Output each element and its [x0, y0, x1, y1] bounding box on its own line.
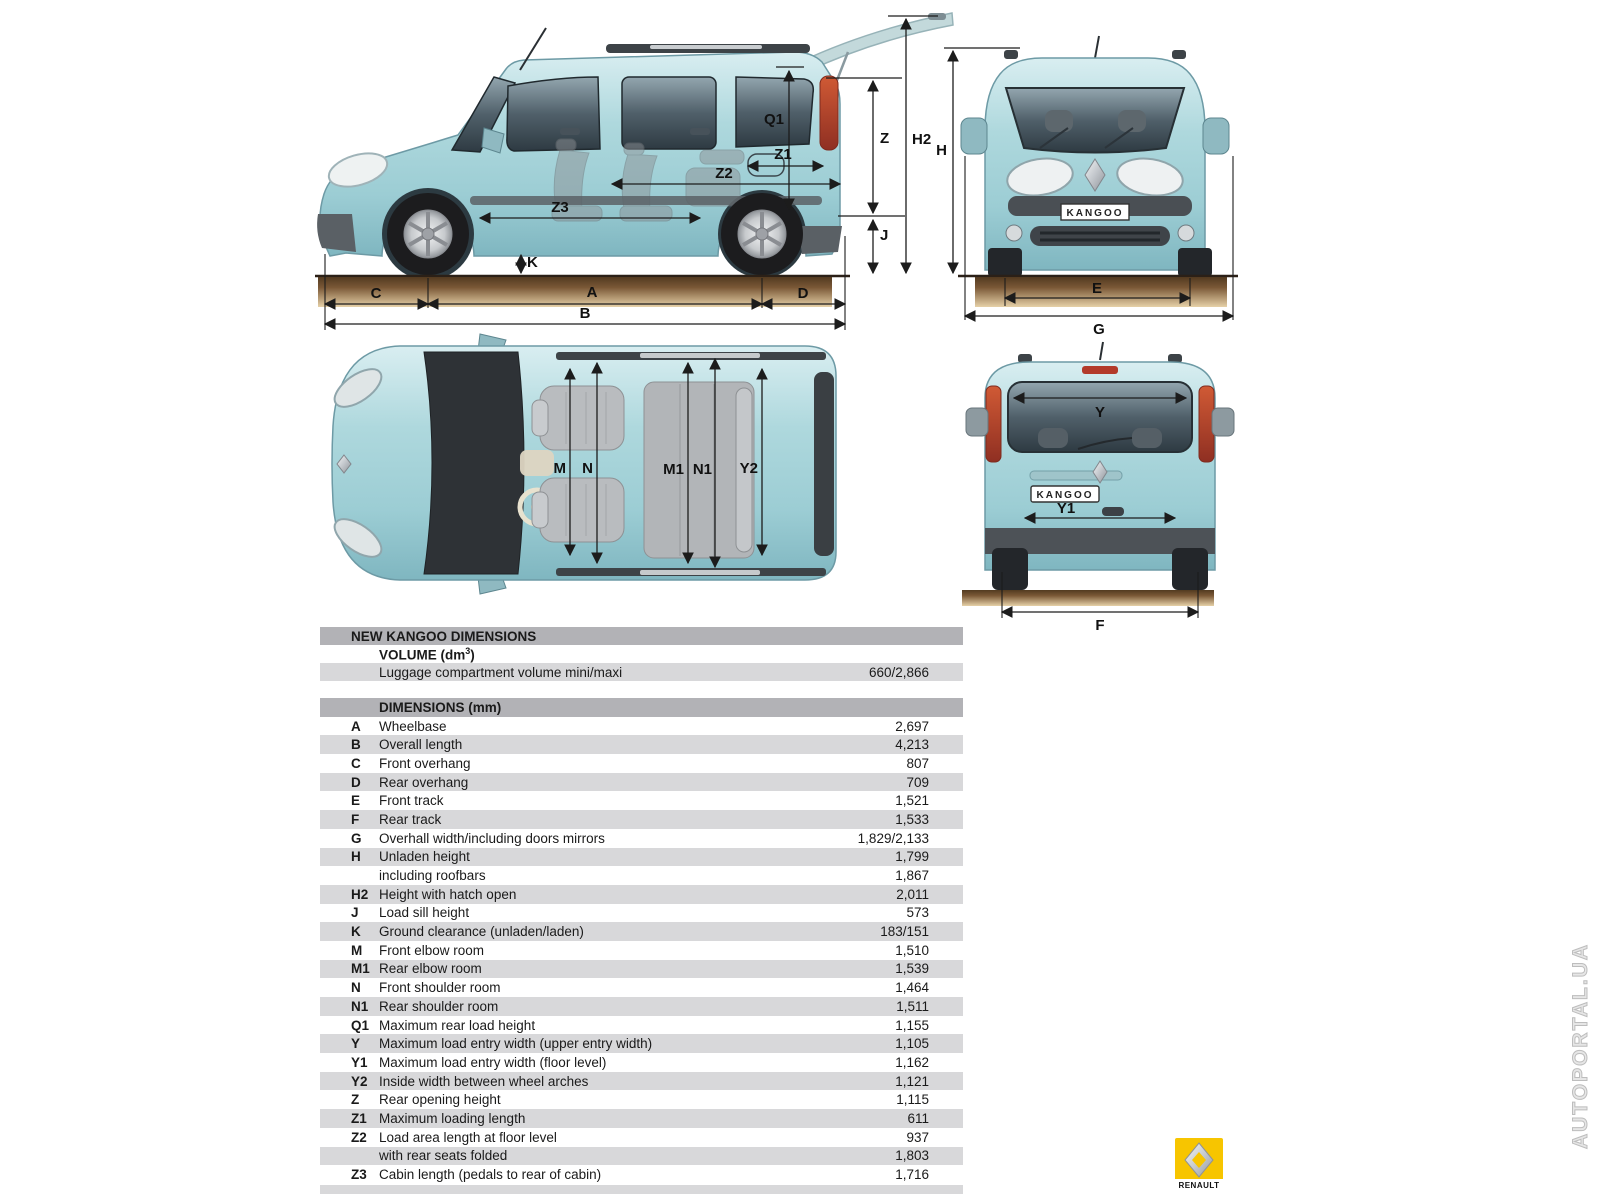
row-value: 807: [906, 755, 929, 771]
table-row: [320, 810, 963, 829]
row-label: Cabin length (pedals to rear of cabin): [379, 1167, 602, 1183]
row-code: M: [351, 942, 363, 958]
row-label: Inside width between wheel arches: [379, 1073, 589, 1089]
table-title-bar: [320, 627, 963, 645]
row-value: 1,539: [895, 961, 929, 977]
fog-light-right: [1178, 225, 1194, 241]
row-value: 709: [906, 774, 929, 790]
label-e: E: [1091, 280, 1103, 297]
table-row: [320, 1034, 963, 1053]
row-code: Z: [351, 1092, 360, 1108]
label-y: Y: [1094, 404, 1106, 421]
row-value: 1,115: [896, 1092, 929, 1108]
row-value: 573: [906, 905, 929, 921]
label-c: C: [370, 285, 382, 302]
table-row: [320, 1165, 963, 1184]
row-label: Rear track: [379, 811, 442, 827]
table-row: [320, 978, 963, 997]
row-value: 1,533: [895, 811, 929, 827]
table-row: [320, 1053, 963, 1072]
label-a: A: [586, 284, 598, 301]
dimensions-table: [320, 627, 963, 1194]
label-z2: Z2: [715, 165, 733, 182]
label-f: F: [1095, 617, 1105, 634]
row-code: Z1: [351, 1110, 367, 1126]
table-row: [320, 866, 963, 885]
row-value: 183/151: [880, 924, 929, 940]
row-value: 1,829/2,133: [857, 830, 929, 846]
label-m: M: [553, 460, 566, 477]
table-row: [320, 754, 963, 773]
table-row: [320, 960, 963, 979]
watermark: AUTOPORTAL.UA: [1569, 942, 1592, 1150]
table-row: [320, 1109, 963, 1128]
row-value: 1,121: [895, 1073, 929, 1089]
row-code: A: [351, 718, 361, 734]
label-y2: Y2: [739, 460, 758, 477]
label-n: N: [582, 460, 593, 477]
table-footer-bar: [320, 1185, 963, 1194]
row-value: 1,155: [895, 1017, 929, 1033]
row-label: Maximum rear load height: [379, 1017, 536, 1033]
rear-glass-top: [814, 372, 834, 556]
label-b: B: [579, 305, 591, 322]
table-row: [320, 885, 963, 904]
label-y1: Y1: [1056, 500, 1076, 517]
row-code: M1: [351, 961, 370, 977]
rear-antenna: [1100, 342, 1103, 360]
row-label: Ground clearance (unladen/laden): [379, 924, 584, 940]
row-value: 1,799: [895, 849, 929, 865]
row-value: 2,011: [896, 886, 929, 902]
row-code: K: [351, 924, 361, 940]
ground-bar-side: [318, 277, 832, 307]
label-n1: N1: [692, 461, 712, 478]
label-z1: Z1: [774, 146, 792, 163]
rail-insert-up: [640, 353, 760, 358]
table-row: [320, 848, 963, 867]
row-code: N1: [351, 998, 369, 1014]
label-j: J: [880, 227, 889, 244]
row-code: H: [351, 849, 361, 865]
row-value: 937: [906, 1129, 929, 1145]
roofbar-right: [1172, 50, 1186, 59]
volume-header: VOLUME $(dm^3)$: [379, 645, 475, 663]
table-row: [320, 941, 963, 960]
front-view: [936, 36, 1238, 338]
row-value: 4,213: [895, 737, 929, 753]
rear-mirror-right: [1212, 408, 1234, 436]
label-g: G: [1093, 321, 1105, 338]
table-row: [320, 735, 963, 754]
row-code: Y2: [351, 1073, 368, 1089]
row-value: 1,716: [895, 1167, 929, 1183]
row-code: J: [351, 905, 359, 921]
row-label: Rear overhang: [379, 774, 469, 790]
top-view: [328, 334, 836, 594]
tailgate-handle: [1102, 507, 1124, 516]
row-label: Front track: [379, 793, 444, 809]
table-row: [320, 1147, 963, 1166]
row-label: Maximum load entry width (floor level): [379, 1054, 607, 1070]
row-code: D: [351, 774, 361, 790]
table-row: [320, 1016, 963, 1035]
row-value: 611: [907, 1110, 929, 1126]
table-row: [320, 1128, 963, 1147]
dimensions-header: DIMENSIONS (mm): [379, 699, 502, 715]
door-handle: [560, 128, 580, 135]
table-row: [320, 717, 963, 736]
label-d: D: [797, 285, 809, 302]
row-code: N: [351, 980, 361, 996]
row-label: Overhall width/including doors mirrors: [379, 830, 605, 846]
renault-diamond-icon: [1183, 1141, 1215, 1179]
label-k: K: [527, 254, 538, 271]
row-value: 1,162: [895, 1054, 929, 1070]
row-code: Y: [351, 1036, 361, 1052]
rear-headrest-left: [1038, 428, 1068, 448]
table-spacer: [320, 681, 963, 698]
table-row: [320, 997, 963, 1016]
row-label: with rear seats folded: [379, 1148, 508, 1164]
row-label: Load area length at floor level: [379, 1129, 557, 1145]
row-value: 1,521: [895, 793, 929, 809]
door-handle-rear: [690, 128, 710, 135]
roof-rail-insert: [650, 45, 762, 49]
row-label: Wheelbase: [379, 718, 447, 734]
table-row: [320, 829, 963, 848]
label-h: H: [936, 142, 947, 159]
table-row: [320, 773, 963, 792]
brake-light: [1082, 366, 1118, 374]
row-value: 1,105: [895, 1036, 929, 1052]
row-code: B: [351, 737, 361, 753]
lower-grille: [1030, 226, 1170, 246]
volume-value: 660/2,866: [868, 664, 929, 680]
table-row: [320, 922, 963, 941]
volume-label: Luggage compartment volume mini/maxi: [379, 664, 623, 680]
rear-bumper: [798, 226, 842, 254]
row-label: Unladen height: [379, 849, 470, 865]
row-value: 2,697: [895, 718, 929, 734]
fog-light-left: [1006, 225, 1022, 241]
row-value: 1,464: [895, 980, 929, 996]
row-value: 1,510: [895, 942, 929, 958]
open-roof-cabin: [424, 352, 524, 574]
ground-bar-rear: [962, 590, 1214, 606]
rear-mirror-left: [966, 408, 988, 436]
row-code: F: [351, 811, 360, 827]
row-value: 1,511: [896, 998, 929, 1014]
rear-headrest-right: [1132, 428, 1162, 448]
rear-tire-left: [992, 548, 1028, 590]
front-antenna: [1095, 36, 1099, 58]
table-row: [320, 1090, 963, 1109]
row-label: Height with hatch open: [379, 886, 517, 902]
rear-view: [962, 342, 1234, 634]
volume-row: [320, 663, 963, 681]
row-code: C: [351, 755, 361, 771]
row-label: Rear elbow room: [379, 961, 482, 977]
row-code: Z3: [351, 1167, 367, 1183]
row-label: Overall length: [379, 737, 463, 753]
dimensions-header-bar: [320, 698, 963, 717]
row-code: Y1: [351, 1054, 368, 1070]
rail-insert-down: [640, 570, 760, 575]
side-view: [315, 13, 953, 330]
windshield: [1006, 88, 1184, 153]
row-label: Load sill height: [379, 905, 470, 921]
roofbar-left: [1004, 50, 1018, 59]
front-tire-left: [988, 248, 1022, 277]
row-value: 1,803: [895, 1148, 929, 1164]
table-title: NEW KANGOO DIMENSIONS: [351, 628, 537, 644]
row-label: Maximum load entry width (upper entry width): [379, 1036, 653, 1052]
label-z3: Z3: [551, 199, 569, 216]
tailgate-trim: [1030, 471, 1122, 480]
row-code: E: [351, 793, 361, 809]
label-q1: Q1: [763, 111, 784, 128]
row-label: Front elbow room: [379, 942, 485, 958]
mirror-right: [1203, 118, 1229, 154]
renault-logo: [1175, 1138, 1223, 1192]
volume-header-row: [320, 645, 963, 663]
label-z: Z: [880, 130, 890, 147]
rear-tire-right: [1172, 548, 1208, 590]
front-bumper: [317, 214, 356, 252]
label-m1: M1: [663, 461, 684, 478]
row-code: Q1: [351, 1017, 370, 1033]
center-console: [520, 450, 554, 476]
taillight: [820, 76, 838, 150]
table-row: [320, 791, 963, 810]
row-code: Z2: [351, 1129, 367, 1145]
mirror-left: [961, 118, 987, 154]
row-code: G: [351, 830, 362, 846]
row-code: H2: [351, 886, 369, 902]
kangoo-badge-rear: KANGOO: [1036, 490, 1094, 501]
headrest-left: [1045, 110, 1073, 132]
row-label: Front shoulder room: [379, 980, 501, 996]
row-value: 1,867: [895, 868, 929, 884]
renault-wordmark: RENAULT: [1175, 1179, 1223, 1192]
row-label: Front overhang: [379, 755, 471, 771]
kangoo-badge-front: KANGOO: [1066, 208, 1124, 219]
dimension-rows: [320, 717, 963, 1184]
table-row: [320, 904, 963, 923]
row-label: Maximum loading length: [379, 1110, 526, 1126]
row-label: Rear opening height: [379, 1092, 501, 1108]
table-row: [320, 1072, 963, 1091]
row-label: Rear shoulder room: [379, 998, 499, 1014]
label-h2: H2: [912, 131, 932, 148]
row-label: including roofbars: [379, 868, 486, 884]
front-tire-right: [1178, 248, 1212, 277]
